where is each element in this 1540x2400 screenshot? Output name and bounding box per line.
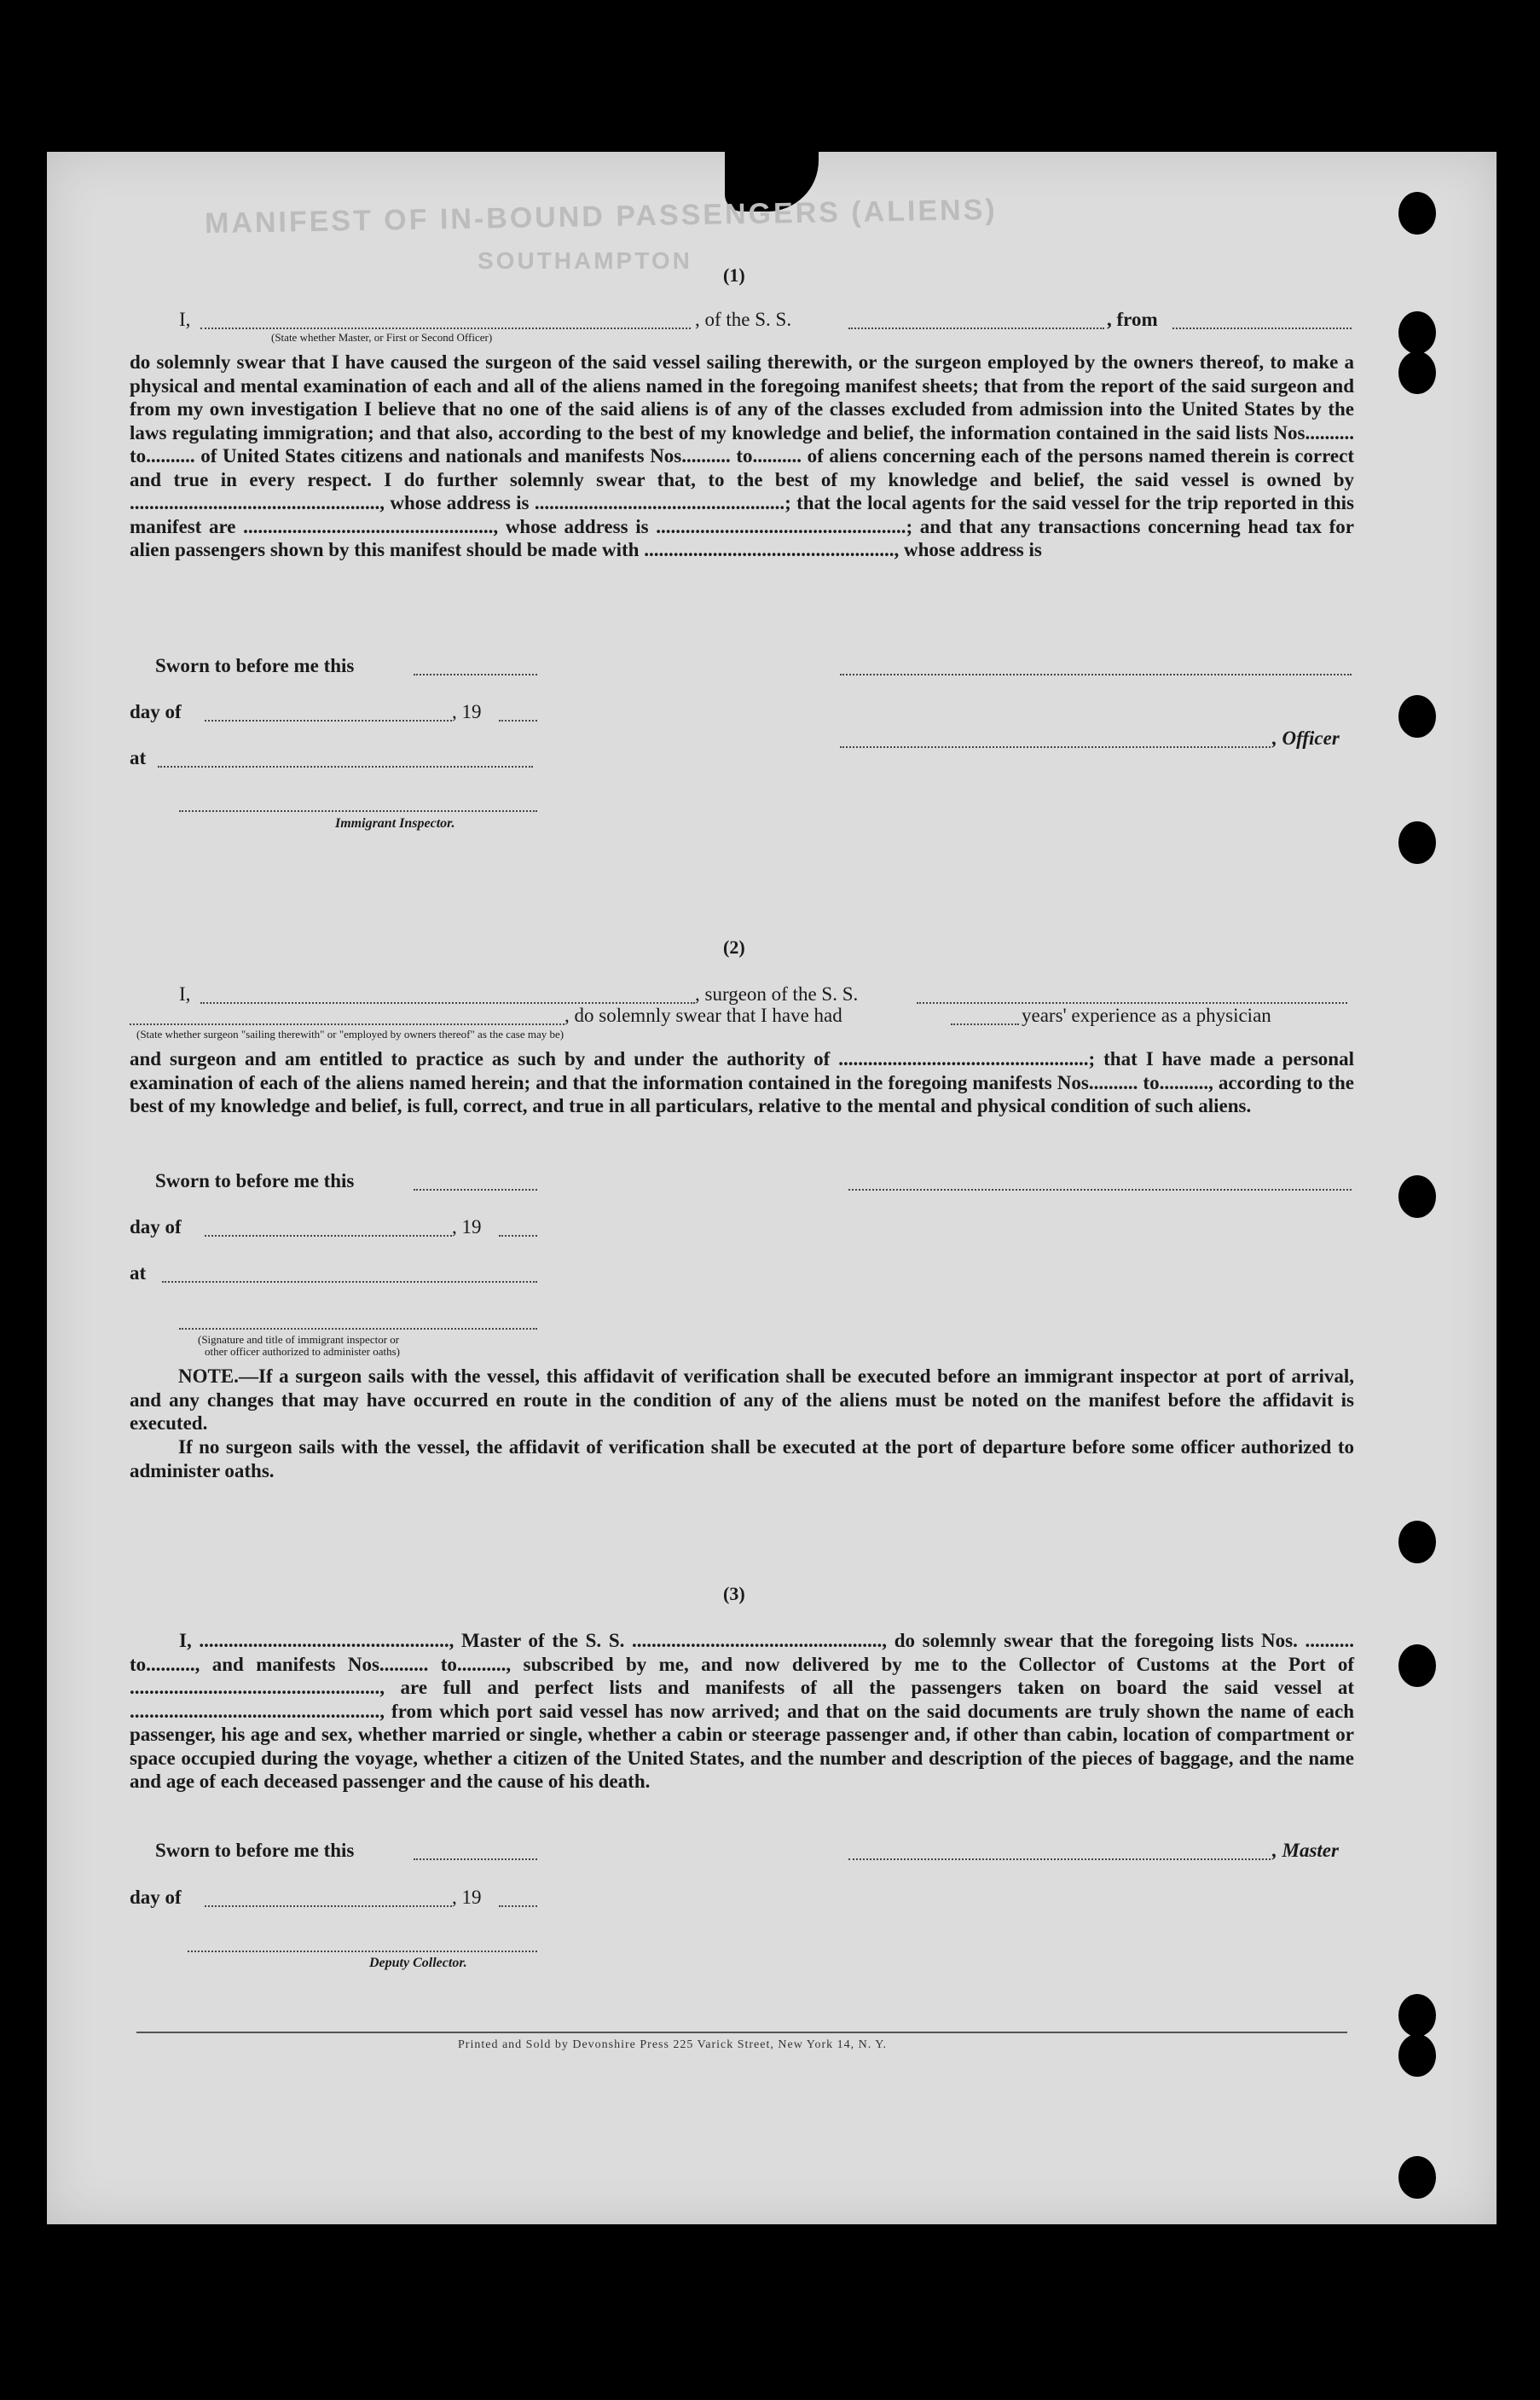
section-3-master-label: , Master: [1272, 1840, 1339, 1861]
section-3-collector-caption: Deputy Collector.: [369, 1956, 467, 1970]
section-3-number: (3): [723, 1583, 745, 1604]
section-2-caption: (State whether surgeon "sailing therewith" or "employed by owners thereof" as the case may be): [136, 1028, 564, 1041]
section-2-signature-caption-1: (Signature and title of immigrant inspector or: [198, 1333, 400, 1346]
punch-hole: [1398, 1175, 1436, 1218]
bleed-through-header: MANIFEST OF IN-BOUND PASSENGERS (ALIENS): [204, 193, 998, 241]
section-1-intro-from: , from: [1107, 309, 1158, 330]
note-text: —If a surgeon sails with the vessel, this affidavit of verification shall be executed before an immigrant inspector at port of arrival, and any changes that may have occurred en route in the condition of any of the aliens must be noted on the manifest before the affidavit is executed.: [130, 1365, 1354, 1434]
punch-hole: [1398, 695, 1436, 738]
punch-hole: [1398, 311, 1436, 354]
punch-hole: [1398, 1644, 1436, 1687]
section-1-year: , 19: [452, 701, 482, 722]
section-3-day-field[interactable]: [205, 1905, 452, 1907]
section-2-sworn-date-field[interactable]: [414, 1189, 537, 1191]
officer-signature-field[interactable]: [840, 746, 1271, 748]
section-1-intro-of: , of the S. S.: [695, 309, 792, 330]
master-name-field[interactable]: [200, 328, 691, 329]
section-1-at: at: [130, 747, 147, 768]
section-1-officer-extra-field[interactable]: [840, 674, 1352, 675]
section-3-sworn: Sworn to before me this: [155, 1840, 355, 1861]
section-2-day-field[interactable]: [205, 1235, 452, 1237]
surgeon-name-field[interactable]: [200, 1002, 695, 1004]
section-1-sworn-date-field[interactable]: [414, 674, 537, 675]
section-3-body: I, ..................................................., Master of the S. S. ..................................................., do solemnly swear that the foregoing lists Nos. .......... to.........., and manifests Nos.......... to.........., subscribed by me, and now delivered by me to the Collector of Customs at the Port of ..................................................., are full and perfect lists and manifests of all the passengers taken on board the said vessel at ..................................................., from which port said vessel has now arrived; and that on the said documents are truly shown the name of each passenger, his age and sex, whether married or single, whether a cabin or steerage passenger and, if other than cabin, location of compartment or space occupied during the voyage, whether a citizen of the United States, and the number and description of the pieces of baggage, and the name and age of each deceased passenger and the cause of his death.: [130, 1630, 1354, 1792]
section-2-inspector-signature-field[interactable]: [179, 1328, 537, 1330]
section-2-number: (2): [723, 936, 745, 958]
section-3-day-of: day of: [130, 1887, 182, 1908]
section-2-intro-i: I,: [179, 983, 191, 1005]
section-2-day-of: day of: [130, 1216, 182, 1238]
bleed-through-port: SOUTHAMPTON: [478, 247, 692, 274]
section-2-vessel-field[interactable]: [917, 1002, 1347, 1004]
note-label: NOTE.: [178, 1365, 239, 1387]
section-1-year-field[interactable]: [499, 720, 537, 722]
section-2-note-2: If no surgeon sails with the vessel, the affidavit of verification shall be executed at the port of departure before some officer authorized to administer oaths.: [130, 1436, 1354, 1481]
section-1-body: do solemnly swear that I have caused the surgeon of the said vessel sailing therewith, or the surgeon employed by the owners thereof, to make a physical and mental examination of each and all of the aliens named in the foregoing manifest sheets; that from the report of the said surgeon and from my own investigation I believe that no one of the said aliens is of any of the classes excluded from admission into the United States by the laws regulating immigration; and that also, according to the best of my knowledge and belief, the information contained in the said lists Nos.......... to.......... of United States citizens and nationals and manifests Nos.......... to.......... of aliens concerning each of the persons named therein is correct and true in every respect. I do further solemnly swear that, to the best of my knowledge and belief, the said vessel is owned by ..................................................., whose address is ...................................................; that the local agents for the said vessel for the trip reported in this manifest are ..................................................., whose address is ...................................................; and that any transactions concerning head tax for alien passengers shown by this manifest should be made with ..................................................., whose address is: [130, 351, 1354, 560]
punch-hole: [1398, 821, 1436, 864]
punch-hole: [1398, 1521, 1436, 1563]
master-signature-field[interactable]: [848, 1858, 1271, 1860]
section-3-sworn-date-field[interactable]: [414, 1858, 537, 1860]
section-2-signature-caption-2: other officer authorized to administer oaths): [205, 1345, 400, 1358]
from-port-field[interactable]: [1172, 328, 1352, 329]
section-3-year-field[interactable]: [499, 1905, 537, 1907]
section-2-year: , 19: [452, 1216, 482, 1238]
section-1-intro-i: I,: [179, 309, 191, 330]
section-2-line2-years: years' experience as a physician: [1022, 1005, 1271, 1026]
section-1-day-field[interactable]: [205, 720, 452, 722]
punch-hole: [1398, 1994, 1436, 2037]
punch-hole: [1398, 2034, 1436, 2077]
section-1-intro-caption: (State whether Master, or First or Second Officer): [271, 331, 493, 344]
section-1-day-of: day of: [130, 701, 182, 722]
printer-imprint: Printed and Sold by Devonshire Press 225 Varick Street, New York 14, N. Y.: [458, 2038, 888, 2051]
deputy-collector-signature-field[interactable]: [188, 1951, 537, 1952]
surgeon-signature-field[interactable]: [848, 1189, 1352, 1191]
section-1-at-field[interactable]: [158, 766, 533, 768]
section-1-officer-label: , Officer: [1272, 728, 1340, 749]
section-2-at-field[interactable]: [162, 1281, 537, 1283]
section-2-intro-surgeon: , surgeon of the S. S.: [695, 983, 859, 1005]
section-2-sworn: Sworn to before me this: [155, 1170, 355, 1191]
vessel-name-field[interactable]: [848, 328, 1104, 329]
surgeon-status-field[interactable]: [130, 1023, 564, 1025]
years-experience-field[interactable]: [951, 1023, 1019, 1025]
punch-hole: [1398, 351, 1436, 394]
section-2-body: and surgeon and am entitled to practice as such by and under the authority of ...................................................; that I have made a personal examination of each of the aliens named herein; and that the information contained in the foregoing manifests Nos.......... to.........., according to the best of my knowledge and belief, is full, correct, and true in all particulars, relative to the mental and physical condition of such aliens.: [130, 1048, 1354, 1116]
section-2-note: [130, 1365, 1354, 1435]
section-1-inspector-caption: Immigrant Inspector.: [335, 816, 455, 831]
footer-rule: [136, 2032, 1347, 2033]
section-2-at: at: [130, 1262, 147, 1284]
punch-hole: [1398, 2156, 1436, 2199]
section-1-number: (1): [723, 264, 745, 286]
section-1-sworn: Sworn to before me this: [155, 655, 355, 676]
punch-hole: [1398, 192, 1436, 235]
section-2-year-field[interactable]: [499, 1235, 537, 1237]
immigrant-inspector-signature-field[interactable]: [179, 810, 537, 812]
section-3-year: , 19: [452, 1887, 482, 1908]
section-2-line2-swear: , do solemnly swear that I have had: [564, 1005, 842, 1026]
